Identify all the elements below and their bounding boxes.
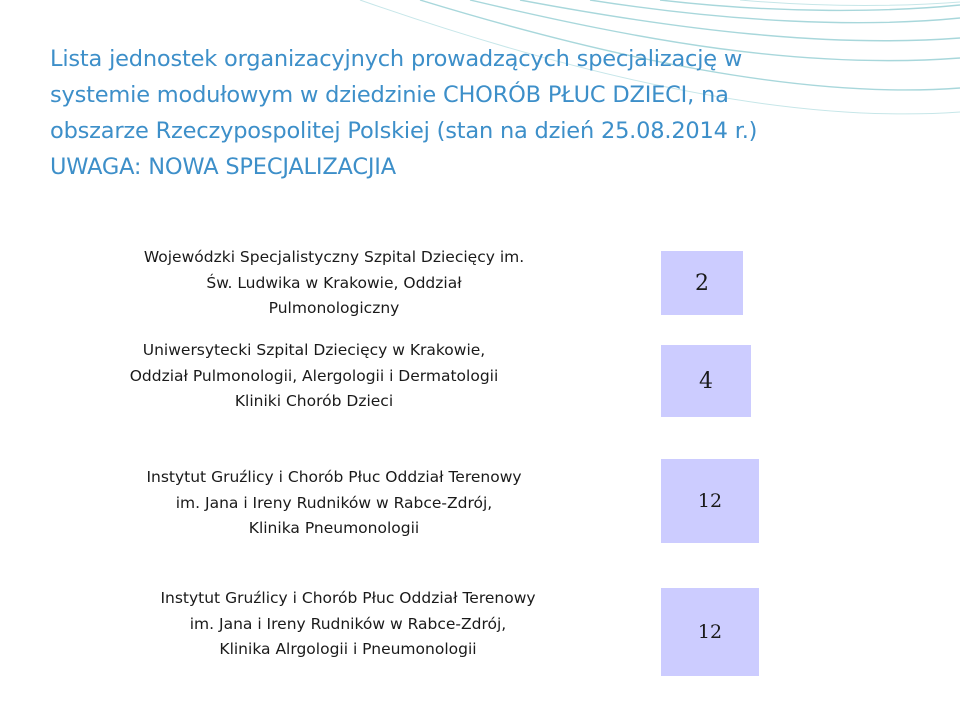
entry-2-line-3: Kliniki Chorób Dzieci bbox=[234, 392, 394, 410]
entry-3-line-1: Instytut Gruźlicy i Chorób Płuc Oddział Terenowy bbox=[146, 468, 522, 486]
title-line-3: obszarze Rzeczypospolitej Polskiej (stan na dzień 25.08.2014 r.) bbox=[50, 118, 758, 144]
entry-3-count-box bbox=[661, 459, 759, 543]
entry-4-line-1: Instytut Gruźlicy i Chorób Płuc Oddział Terenowy bbox=[160, 589, 536, 607]
entry-3-line-3: Klinika Pneumonologii bbox=[248, 519, 420, 537]
entry-2-text bbox=[30, 338, 598, 415]
entry-4-count-box bbox=[661, 588, 759, 676]
entry-3-text bbox=[50, 465, 618, 542]
title-line-1: Lista jednostek organizacyjnych prowadzących specjalizację w bbox=[50, 46, 743, 72]
title-line-2: systemie modułowym w dziedzinie CHORÓB PŁUC DZIECI, na bbox=[50, 82, 729, 108]
entry-1-count-box bbox=[661, 251, 743, 315]
entry-1-count: 2 bbox=[695, 270, 709, 296]
entry-4-text bbox=[64, 586, 632, 663]
entry-4-line-3: Klinika Alrgologii i Pneumonologii bbox=[219, 640, 477, 658]
entry-1-line-1: Wojewódzki Specjalistyczny Szpital Dziecięcy im. bbox=[143, 248, 525, 266]
entry-4-line-2: im. Jana i Ireny Rudników w Rabce-Zdrój, bbox=[189, 614, 507, 633]
entry-1-line-3: Pulmonologiczny bbox=[268, 299, 400, 317]
entry-2-count: 4 bbox=[699, 368, 713, 394]
title-line-4: UWAGA: NOWA SPECJALIZACJIA bbox=[50, 154, 396, 180]
entry-2-count-box bbox=[661, 345, 751, 417]
entry-3-line-2: im. Jana i Ireny Rudników w Rabce-Zdrój, bbox=[175, 493, 493, 512]
entry-1-line-2: Św. Ludwika w Krakowie, Oddział bbox=[206, 273, 462, 292]
entry-3-count: 12 bbox=[697, 490, 723, 512]
entry-2-line-1: Uniwersytecki Szpital Dziecięcy w Krakowie, bbox=[142, 341, 486, 359]
entry-2-line-2: Oddział Pulmonologii, Alergologii i Dermatologii bbox=[129, 366, 499, 385]
entry-4-count: 12 bbox=[697, 621, 723, 643]
entry-1-text bbox=[50, 245, 618, 322]
page-title bbox=[50, 41, 910, 185]
